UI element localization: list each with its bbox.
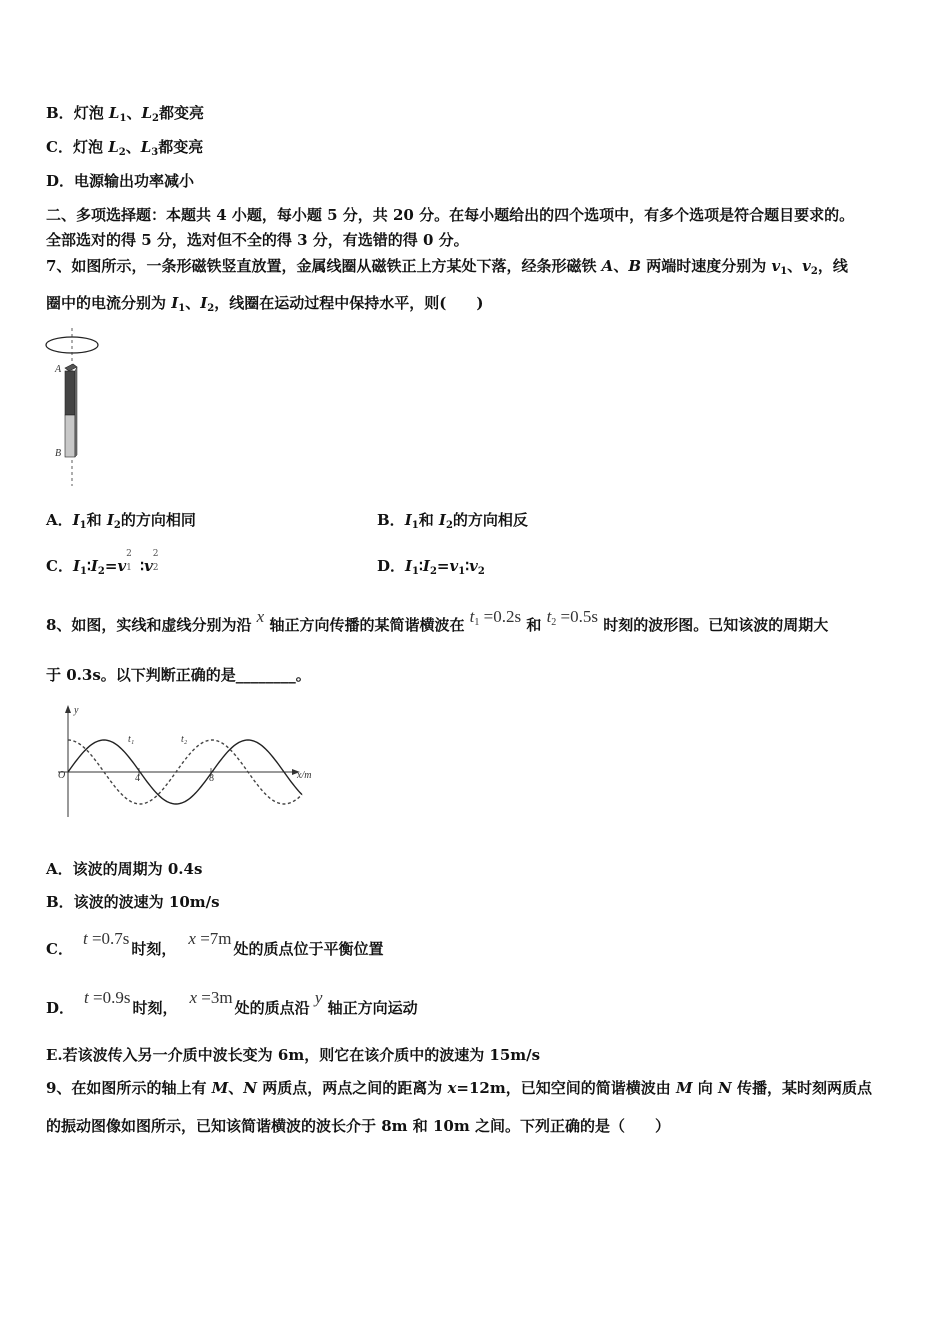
label-origin: O (58, 770, 66, 781)
magnet-label-a: A (55, 364, 62, 375)
q7-stem-line2: 圈中的电流分别为 $I_1$、$I_2$，线圈在运动过程中保持水平，则( ) (46, 294, 484, 314)
q8-wave-graph (52, 702, 322, 822)
q7-option-d: D．$I_1∶I_2=v_1∶v_2$ (377, 557, 485, 577)
q8-stem-line1: 8、如图，实线和虚线分别为沿 x 轴正方向传播的某简谐横波在 $t_1 =0.2s$ 和 $t_2 =0.5s$ 时刻的波形图。已知该波的周期大 (46, 607, 829, 634)
magnet-south-half (65, 415, 75, 457)
magnet-side (75, 367, 77, 457)
section2-line1: 二、多项选择题：本题共 4 小题，每小题 5 分，共 20 分。在每小题给出的四个选项中，有多个选项是符合题目要求的。 (46, 206, 855, 224)
q7-stem-line1: 7、如图所示，一条形磁铁竖直放置，金属线圈从磁铁正上方某处下落，经条形磁铁 A、B 两端时速度分别为 $v_1$、$v_2$，线 (46, 257, 848, 277)
q8-option-a: A．该波的周期为 0.4s (46, 860, 203, 878)
magnet-top-face (65, 364, 77, 371)
label-y: y (74, 705, 79, 716)
q9-stem-line2: 的振动图像如图所示，已知该简谐横波的波长介于 8m 和 10m 之间。下列正确的是（ ） (46, 1117, 670, 1135)
magnet-north-half (65, 371, 75, 415)
label-xm: x/m (297, 770, 312, 781)
q7-option-c: C．$I_1∶I_2=v$ 2 1 ∶v 2 2 (46, 549, 159, 577)
q6-option-c: C．灯泡 $L_2$、$L_3$都变亮 (46, 138, 204, 158)
q8-option-b: B．该波的波速为 10m/s (46, 893, 220, 911)
q8-stem-line2: 于 0.3s。以下判断正确的是________。 (46, 666, 311, 684)
q7-option-a: A．$I_1$和 $I_2$的方向相同 (46, 511, 196, 531)
coil-ring (46, 337, 98, 353)
q8-option-c: C．t =0.7s时刻，x =7m处的质点位于平衡位置 (46, 929, 384, 958)
q9-stem-line1: 9、在如图所示的轴上有 M、N 两质点，两点之间的距离为 x=12m，已知空间的简谐横波由 M 向 N 传播，某时刻两质点 (46, 1079, 872, 1097)
label-4: 4 (135, 773, 140, 784)
section2-line2: 全部选对的得 5 分，选对但不全的得 3 分，有选错的得 0 分。 (46, 231, 469, 249)
label-t2: t₂ (181, 734, 188, 745)
q7-option-b: B．$I_1$和 $I_2$的方向相反 (377, 511, 528, 531)
q7-magnet-figure (40, 328, 110, 488)
label-t1: t₁ (128, 734, 135, 745)
magnet-label-b: B (55, 448, 62, 459)
q8-option-d: D．t =0.9s时刻，x =3m处的质点沿 y 轴正方向运动 (46, 988, 418, 1017)
q6-option-d: D．电源输出功率减小 (46, 172, 195, 190)
q6-option-b: B．灯泡 $L_1$、$L_2$都变亮 (46, 104, 204, 124)
y-axis-arrow (65, 705, 71, 713)
q8-option-e: E.若该波传入另一介质中波长变为 6m，则它在该介质中的波速为 15m/s (46, 1046, 541, 1064)
label-8: 8 (209, 773, 214, 784)
